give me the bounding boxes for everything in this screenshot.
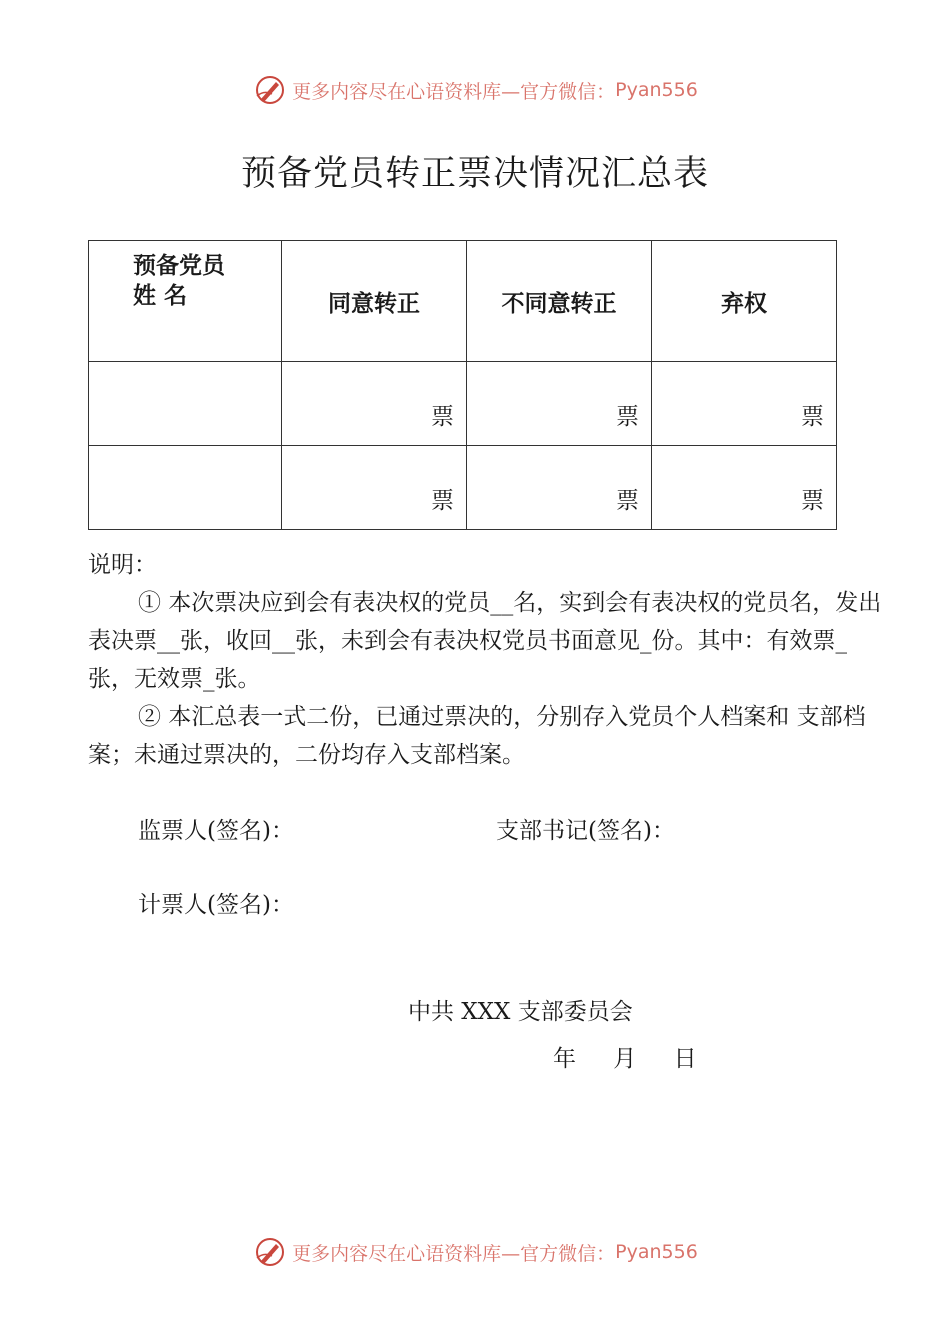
org-name: 中共 XXX 支部委员会 bbox=[408, 999, 633, 1025]
cell-abstain[interactable]: 票 bbox=[652, 446, 837, 530]
date-line: 年 月 日 bbox=[553, 1046, 697, 1072]
cell-name[interactable] bbox=[89, 362, 282, 446]
watermark-top bbox=[0, 72, 950, 108]
table-row bbox=[89, 362, 837, 446]
cell-disagree[interactable]: 票 bbox=[467, 446, 652, 530]
watermark-bottom bbox=[0, 1234, 950, 1270]
monitor-signature-label: 监票人(签名)： bbox=[138, 818, 294, 844]
header-name-line1: 预备党员 bbox=[133, 253, 225, 279]
header-agree: 同意转正 bbox=[282, 241, 467, 362]
notes-item-1: ① 本次票决应到会有表决权的党员__名，实到会有表决权的党员名，发出表决票__张，收回__张，未到会有表决权党员书面意见_份。其中：有效票_张，无效票_张。 bbox=[88, 590, 882, 692]
table-row bbox=[89, 446, 837, 530]
watermark-text: 更多内容尽在心语资料库—官方微信： bbox=[292, 80, 616, 103]
cell-abstain[interactable]: 票 bbox=[652, 362, 837, 446]
notes-item-2: ② 本汇总表一式二份，已通过票决的，分别存入党员个人档案和 支部档案；未通过票决的，二份均存入支部档案。 bbox=[88, 704, 866, 768]
cell-agree[interactable]: 票 bbox=[282, 362, 467, 446]
vote-summary-table bbox=[88, 240, 837, 530]
notes-section bbox=[88, 546, 888, 774]
page-title: 预备党员转正票决情况汇总表 bbox=[240, 154, 709, 194]
header-disagree: 不同意转正 bbox=[467, 241, 652, 362]
header-name bbox=[89, 241, 282, 362]
watermark-handle: Pyan556 bbox=[615, 79, 698, 101]
pen-logo-icon bbox=[252, 1234, 288, 1270]
table-header-row bbox=[89, 241, 837, 362]
cell-disagree[interactable]: 票 bbox=[467, 362, 652, 446]
header-abstain: 弃权 bbox=[652, 241, 837, 362]
cell-agree[interactable]: 票 bbox=[282, 446, 467, 530]
counter-signature-label: 计票人(签名)： bbox=[138, 892, 294, 918]
header-name-line2: 姓 名 bbox=[133, 283, 188, 309]
pen-logo-icon bbox=[252, 72, 288, 108]
notes-heading: 说明： bbox=[88, 552, 157, 578]
watermark-text: 更多内容尽在心语资料库—官方微信： bbox=[292, 1242, 616, 1265]
watermark-handle: Pyan556 bbox=[615, 1241, 698, 1263]
cell-name[interactable] bbox=[89, 446, 282, 530]
secretary-signature-label: 支部书记(签名)： bbox=[496, 818, 675, 844]
